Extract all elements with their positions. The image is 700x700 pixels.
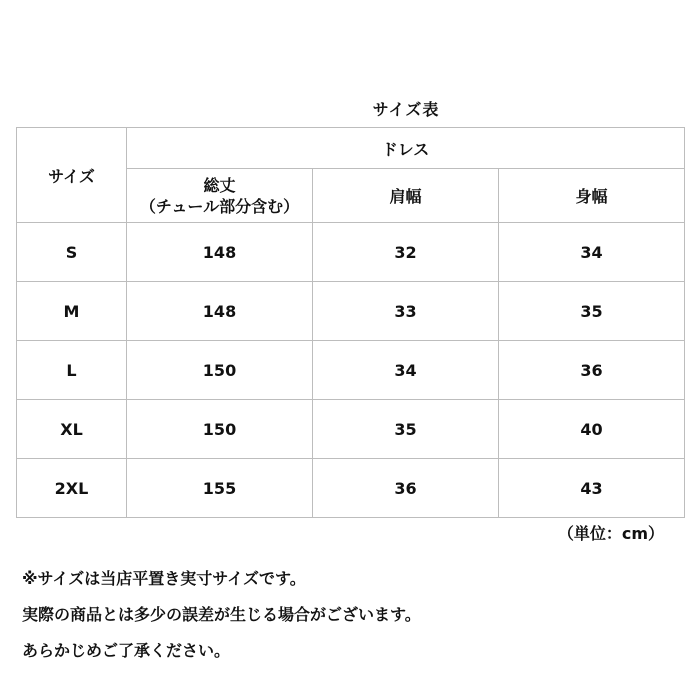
length-cell: 150 [127, 341, 313, 400]
shoulder-cell: 35 [313, 400, 499, 459]
length-header-line2: （チュール部分含む） [139, 196, 300, 216]
size-column-header: サイズ [17, 128, 127, 223]
shoulder-column-header: 肩幅 [313, 169, 499, 223]
header-row-1 [17, 128, 685, 169]
width-column-header: 身幅 [499, 169, 685, 223]
table-title: サイズ表 [372, 100, 440, 119]
table-row [17, 459, 685, 518]
width-cell: 34 [499, 223, 685, 282]
table-row [17, 341, 685, 400]
size-cell: L [17, 341, 127, 400]
length-column-header [127, 169, 313, 223]
width-cell: 36 [499, 341, 685, 400]
size-cell: S [17, 223, 127, 282]
length-cell: 155 [127, 459, 313, 518]
width-cell: 40 [499, 400, 685, 459]
shoulder-cell: 34 [313, 341, 499, 400]
note-line: あらかじめご了承ください。 [22, 641, 231, 660]
table-row [17, 282, 685, 341]
width-cell: 35 [499, 282, 685, 341]
dress-group-header: ドレス [127, 128, 685, 169]
length-cell: 148 [127, 223, 313, 282]
note-line: 実際の商品とは多少の誤差が生じる場合がございます。 [22, 605, 421, 624]
length-cell: 150 [127, 400, 313, 459]
length-cell: 148 [127, 282, 313, 341]
size-cell: M [17, 282, 127, 341]
length-header-line1: 総丈 [203, 175, 236, 195]
size-cell: 2XL [17, 459, 127, 518]
shoulder-cell: 36 [313, 459, 499, 518]
table-row [17, 223, 685, 282]
notes [22, 561, 421, 669]
size-cell: XL [17, 400, 127, 459]
shoulder-cell: 33 [313, 282, 499, 341]
size-table [16, 127, 685, 518]
note-line: ※サイズは当店平置き実寸サイズです。 [22, 569, 306, 588]
table-row [17, 400, 685, 459]
unit-note: （単位：cm） [557, 524, 664, 543]
width-cell: 43 [499, 459, 685, 518]
shoulder-cell: 32 [313, 223, 499, 282]
